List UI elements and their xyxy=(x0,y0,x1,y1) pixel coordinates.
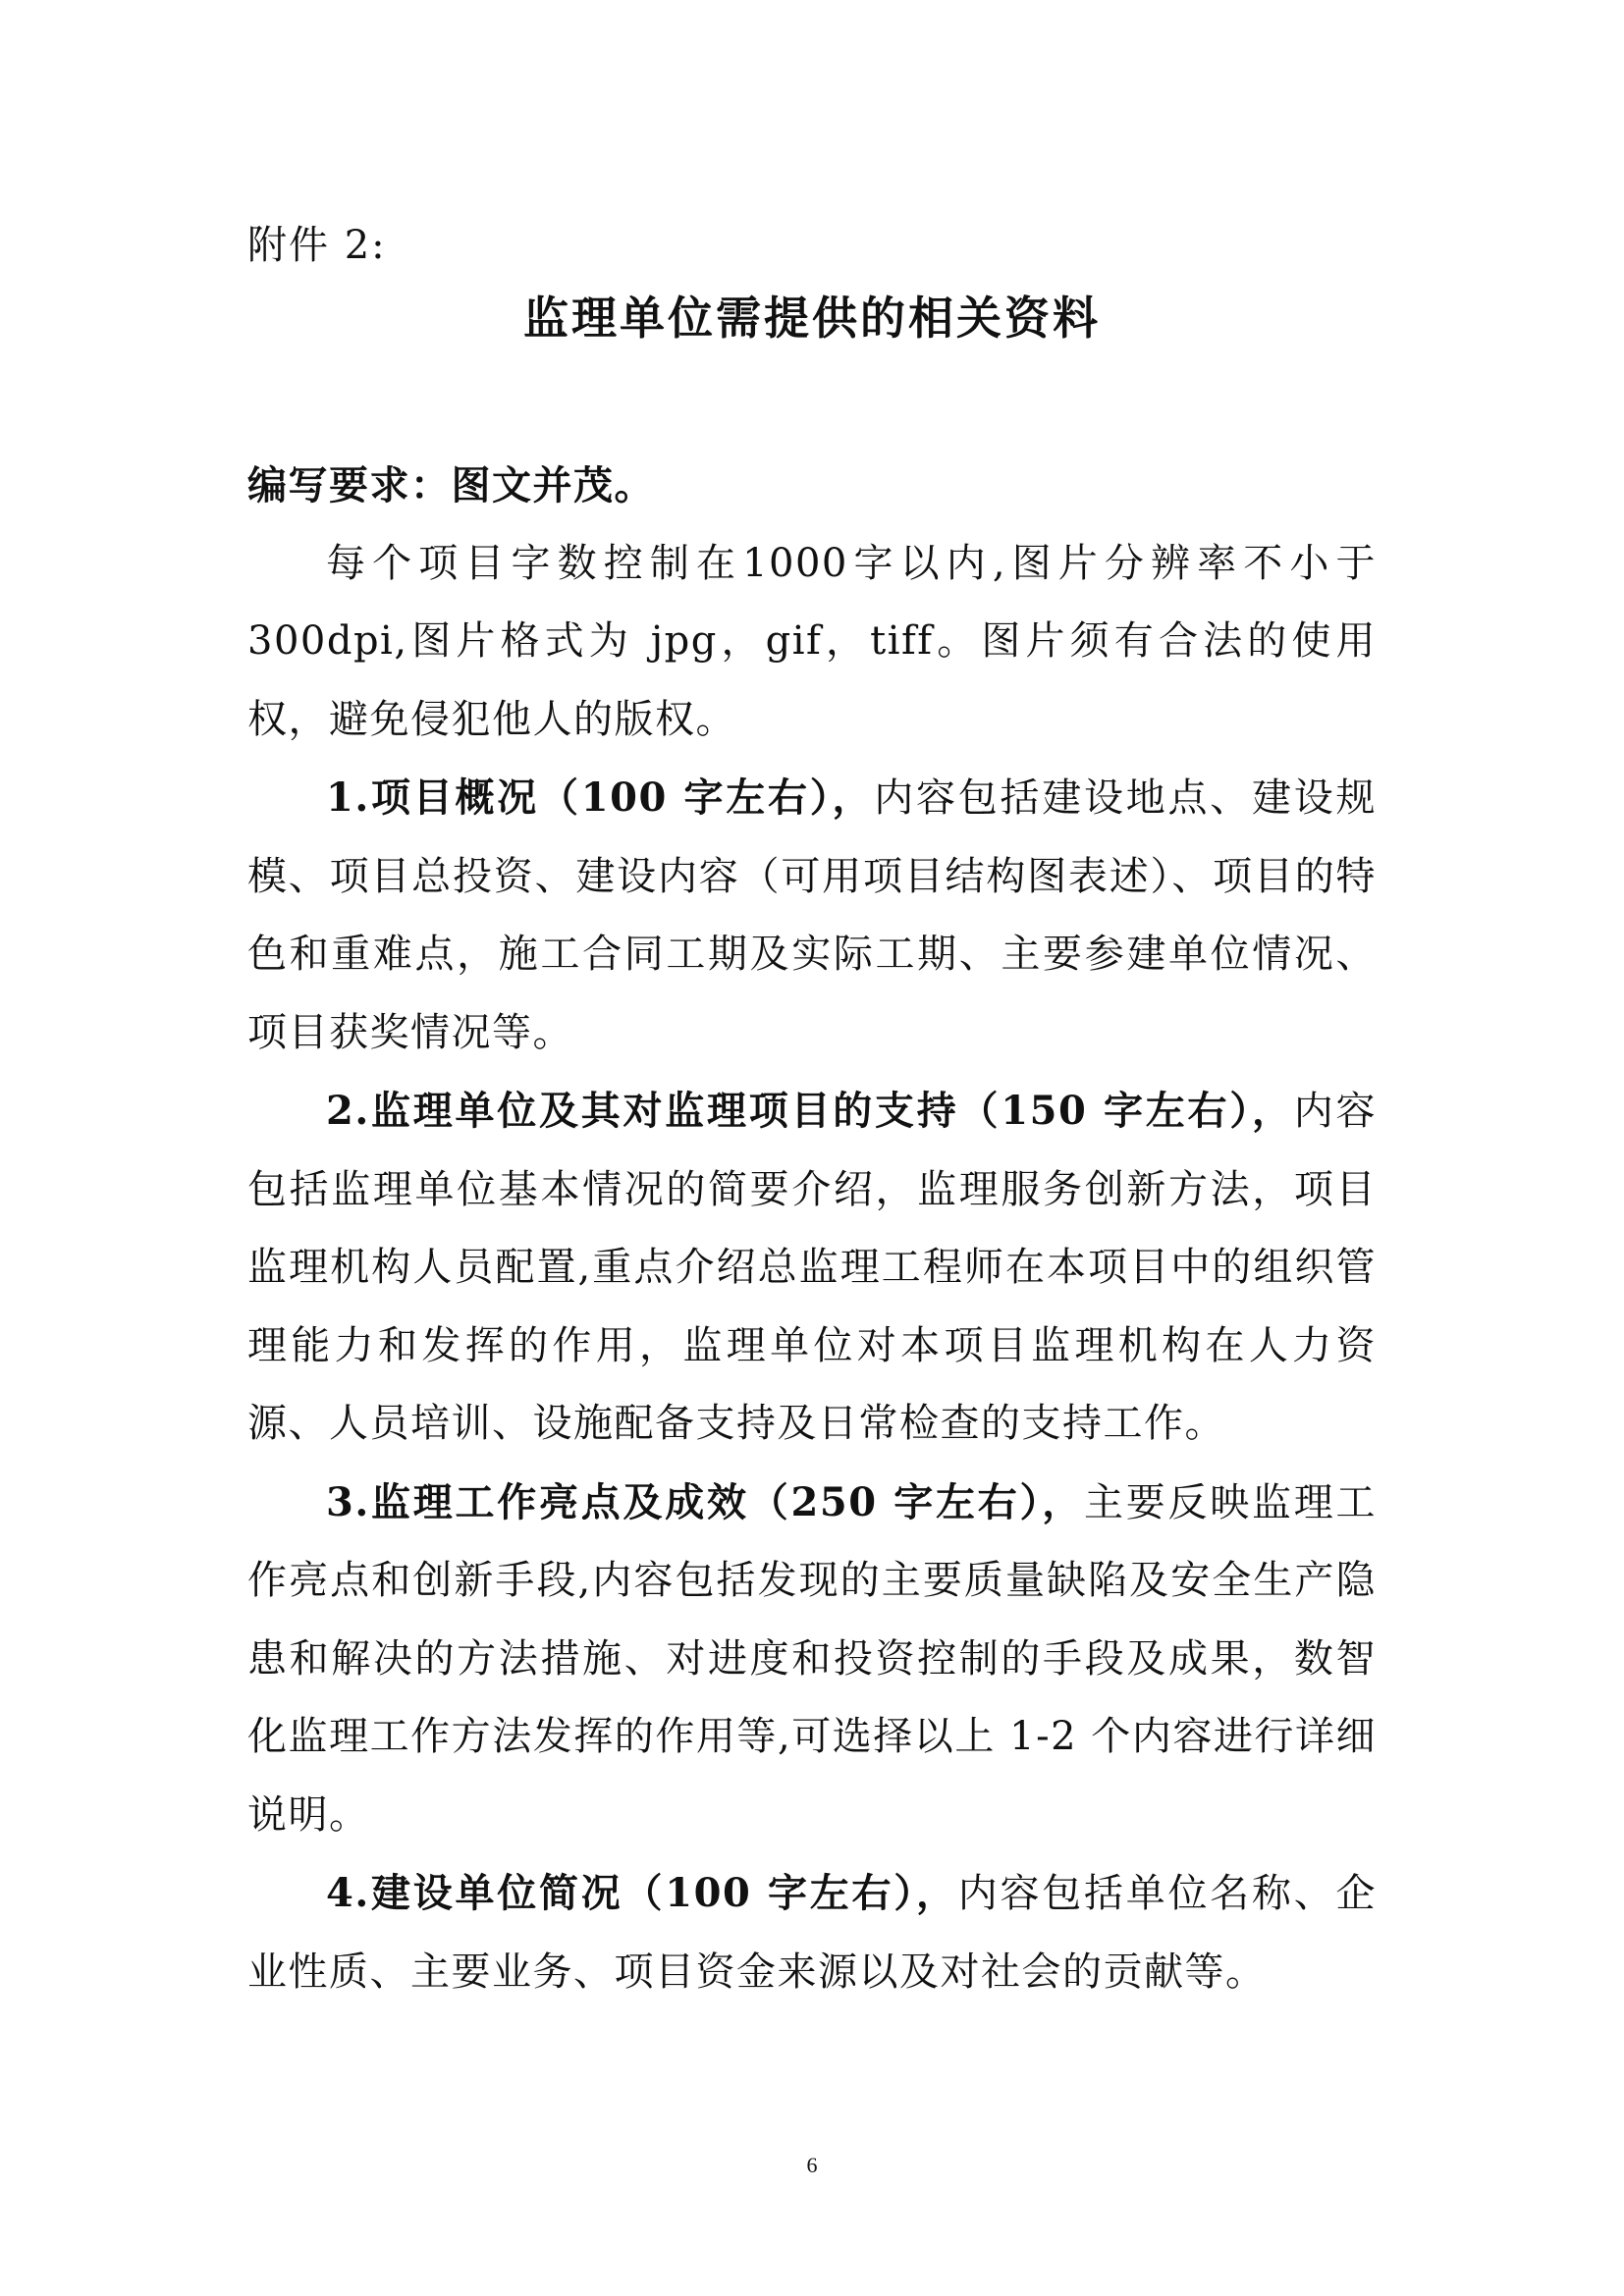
item-text-3: 主要反映监理工作亮点和创新手段,内容包括发现的主要质量缺陷及安全生产隐患和解决的方法措施、对进度和投资控制的手段及成果，数智化监理工作方法发挥的作用等,可选择以上 1-2 个内容进行详细说明。 xyxy=(247,1479,1378,1838)
document-title: 监理单位需提供的相关资料 xyxy=(523,292,1101,345)
item-text-1: 内容包括建设地点、建设规模、项目总投资、建设内容（可用项目结构图表述）、项目的特色和重难点，施工合同工期及实际工期、主要参建单位情况、项目获奖情况等。 xyxy=(247,775,1377,1055)
item-text-4: 内容包括单位名称、企业性质、主要业务、项目资金来源以及对社会的贡献等。 xyxy=(247,1871,1377,1995)
item-paragraph-2 xyxy=(247,1072,1377,1464)
page-number: 6 xyxy=(806,2153,818,2177)
item-paragraph-4 xyxy=(247,1854,1377,2011)
item-paragraph-3 xyxy=(247,1464,1377,1855)
writing-requirement: 编写要求：图文并茂。 xyxy=(247,462,655,508)
item-paragraph-1 xyxy=(247,759,1377,1072)
item-heading-4: 4.建设单位简况（100 字左右）， xyxy=(326,1870,958,1916)
attachment-label: 附件 2: xyxy=(247,223,387,268)
document-body xyxy=(247,447,1377,2011)
item-heading-3: 3.监理工作亮点及成效（250 字左右）， xyxy=(326,1478,1084,1525)
item-heading-2: 2.监理单位及其对监理项目的支持（150 字左右）， xyxy=(326,1088,1294,1134)
intro-paragraph: 每个项目字数控制在1000字以内,图片分辨率不小于300dpi,图片格式为 jpg，gif，tiff。图片须有合法的使用权，避免侵犯他人的版权。 xyxy=(247,540,1377,742)
item-text-2: 内容包括监理单位基本情况的简要介绍，监理服务创新方法，项目监理机构人员配置,重点介绍总监理工程师在本项目中的组织管理能力和发挥的作用，监理单位对本项目监理机构在人力资源、人员培训、设施配备支持及日常检查的支持工作。 xyxy=(247,1089,1378,1446)
item-heading-1: 1.项目概况（100 字左右）， xyxy=(326,774,875,821)
